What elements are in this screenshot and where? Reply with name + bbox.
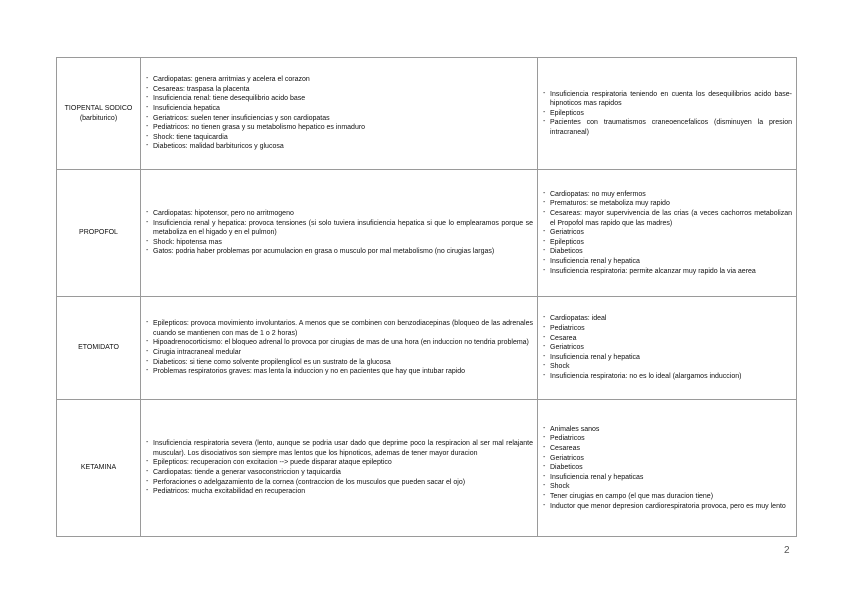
- list-item: - Pediatricos: no tienen grasa y su metabolismo hepatico es inmaduro: [145, 123, 533, 133]
- list-item: - Epilepticos: provoca movimiento involuntarios. A menos que se combinen con benzodiacepinas (bloqueo de las adrenales cuando se mantienen con mas de 1 o 2 horas): [145, 319, 533, 338]
- table-row: [57, 400, 797, 537]
- list-item: - Shock: [542, 482, 792, 492]
- issues-cell: [141, 58, 538, 170]
- list-item: - Shock: [542, 362, 792, 372]
- drug-name-cell: [57, 58, 141, 170]
- indications-cell: [538, 170, 797, 297]
- issues-list: [145, 75, 533, 152]
- list-item: - Shock: hipotensa mas: [145, 238, 533, 248]
- table-row: [57, 58, 797, 170]
- indications-list: [542, 190, 792, 276]
- list-item: - Insuficiencia respiratoria: no es lo ideal (alargamos induccion): [542, 372, 792, 382]
- list-item: - Geriatricos: suelen tener insuficiencias y son cardiopatas: [145, 114, 533, 124]
- list-item: - Geriatricos: [542, 343, 792, 353]
- list-item: - Problemas respiratorios graves: mas lenta la induccion y no en pacientes que hay que intubar rapido: [145, 367, 533, 377]
- list-item: - Diabeticos: si tiene como solvente propilenglicol es un sustrato de la glucosa: [145, 358, 533, 368]
- list-item: - Insuficiencia hepatica: [145, 104, 533, 114]
- list-item: - Cesareas: [542, 444, 792, 454]
- list-item: - Insuficiencia respiratoria teniendo en cuenta los desequilibrios acido base-hipnoticos mas rapidos: [542, 90, 792, 109]
- indications-cell: [538, 297, 797, 400]
- issues-list: [145, 209, 533, 257]
- list-item: - Insuficiencia renal y hepatica: [542, 257, 792, 267]
- list-item: - Inductor que menor depresion cardiorespiratoria provoca, pero es muy lento: [542, 502, 792, 512]
- indications-cell: [538, 58, 797, 170]
- list-item: - Hipoadrenocorticismo: el bloqueo adrenal lo provoca por cirugias de mas de una hora (en induccion no tendria problema): [145, 338, 533, 348]
- list-item: - Pediatricos: mucha excitabilidad en recuperacion: [145, 487, 533, 497]
- list-item: - Perforaciones o adelgazamiento de la cornea (contraccion de los musculos que pueden sacar el ojo): [145, 478, 533, 488]
- list-item: - Cesareas: traspasa la placenta: [145, 85, 533, 95]
- indications-list: [542, 314, 792, 381]
- list-item: - Diabeticos: malidad barbituricos y glucosa: [145, 142, 533, 152]
- drug-name-cell: [57, 400, 141, 537]
- table-row: [57, 170, 797, 297]
- drug-name: TIOPENTAL SODICO: [64, 104, 133, 112]
- drug-name: KETAMINA: [80, 464, 117, 472]
- list-item: - Cardiopatas: genera arritmias y acelera el corazon: [145, 75, 533, 85]
- indications-list: [542, 90, 792, 138]
- list-item: - Cardiopatas: hipotensor, pero no arritmogeno: [145, 209, 533, 219]
- issues-cell: [141, 400, 538, 537]
- list-item: - Gatos: podria haber problemas por acumulacion en grasa o musculo por mal metabolismo (no cirugias largas): [145, 247, 533, 257]
- list-item: - Insuficiencia renal: tiene desequilibrio acido base: [145, 94, 533, 104]
- list-item: - Pediatricos: [542, 434, 792, 444]
- list-item: - Geriatricos: [542, 454, 792, 464]
- list-item: - Animales sanos: [542, 425, 792, 435]
- list-item: - Cesarea: [542, 334, 792, 344]
- drug-name: ETOMIDATO: [78, 344, 119, 352]
- list-item: - Tener cirugias en campo (el que mas duracion tiene): [542, 492, 792, 502]
- issues-cell: [141, 297, 538, 400]
- list-item: - Epilepticos: [542, 238, 792, 248]
- list-item: - Epilepticos: recuperacion con excitacion --> puede disparar ataque epileptico: [145, 458, 533, 468]
- list-item: - Diabeticos: [542, 247, 792, 257]
- list-item: - Prematuros: se metaboliza muy rapido: [542, 199, 792, 209]
- issues-list: [145, 439, 533, 497]
- list-item: - Diabeticos: [542, 463, 792, 473]
- drug-name: PROPOFOL: [79, 229, 118, 237]
- list-item: - Insuficiencia renal y hepaticas: [542, 473, 792, 483]
- list-item: - Pacientes con traumatismos craneoencefalicos (disminuyen la presion intracraneal): [542, 118, 792, 137]
- issues-list: [145, 319, 533, 377]
- list-item: - Insuficiencia renal y hepatica: provoca tensiones (si solo tuviera insuficiencia hepatica si que lo emplearamos porque se metaboliza en el higado y en el pulmon): [145, 219, 533, 238]
- list-item: - Cardiopatas: no muy enfermos: [542, 190, 792, 200]
- drug-class: (barbiturico): [79, 114, 118, 122]
- drug-name-cell: [57, 170, 141, 297]
- list-item: - Pediatricos: [542, 324, 792, 334]
- list-item: - Cirugia intracraneal medular: [145, 348, 533, 358]
- list-item: - Epilepticos: [542, 109, 792, 119]
- list-item: - Insuficiencia respiratoria: permite alcanzar muy rapido la via aerea: [542, 267, 792, 277]
- indications-cell: [538, 400, 797, 537]
- issues-cell: [141, 170, 538, 297]
- table-row: [57, 297, 797, 400]
- list-item: - Cardiopatas: tiende a generar vasoconstriccion y taquicardia: [145, 468, 533, 478]
- page-number: 2: [784, 545, 790, 556]
- list-item: - Insuficiencia respiratoria severa (lento, aunque se podria usar dado que deprime poco la respiracion al ser mal relajante muscular). Los disociativos son siempre mas lentos que los hipnoticos, ademas de tener mayor duracion: [145, 439, 533, 458]
- list-item: - Cesareas: mayor supervivencia de las crias (a veces cachorros metabolizan el Propofol mas rapido que las madres): [542, 209, 792, 228]
- indications-list: [542, 425, 792, 511]
- list-item: - Cardiopatas: ideal: [542, 314, 792, 324]
- anesthetics-table: [56, 57, 797, 537]
- drug-name-cell: [57, 297, 141, 400]
- list-item: - Insuficiencia renal y hepatica: [542, 353, 792, 363]
- list-item: - Shock: tiene taquicardia: [145, 133, 533, 143]
- list-item: - Geriatricos: [542, 228, 792, 238]
